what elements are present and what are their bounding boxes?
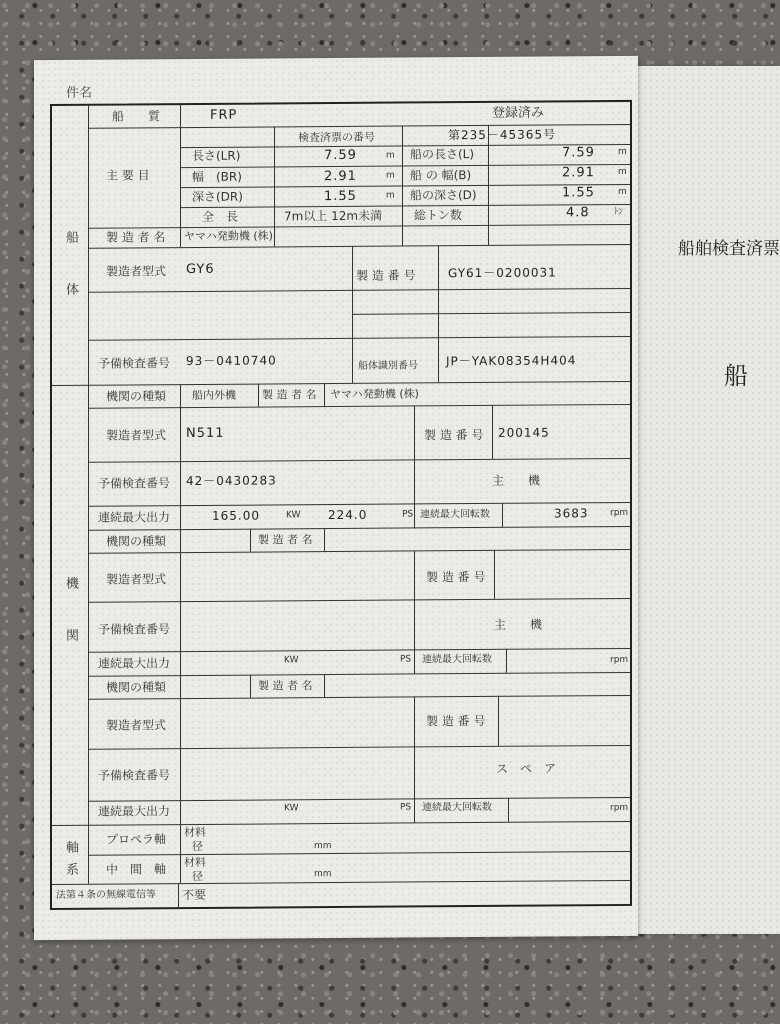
- tonnage-label: 総トン数: [414, 208, 463, 223]
- hull-maker-label: 製 造 者 名: [106, 230, 166, 245]
- hull-section-char: 船: [66, 230, 80, 246]
- shaft-section-char: 軸: [66, 840, 80, 856]
- title-label: 件名: [66, 85, 93, 101]
- unit-m: m: [386, 150, 395, 161]
- engine1-maker-label: 製 造 者 名: [262, 388, 317, 402]
- breadth-label: 幅 (BR): [192, 169, 242, 185]
- unit-m: m: [618, 166, 627, 178]
- cert-number-label: 検査済票の番号: [298, 130, 375, 145]
- radio-label: 法第４条の無線電信等: [56, 889, 156, 901]
- engine1-kw-unit: KW: [286, 510, 301, 521]
- breadth-value: 2.91: [324, 168, 357, 185]
- ship-breadth-value: 2.91: [562, 165, 595, 181]
- engine2-serial-label: 製 造 番 号: [426, 569, 486, 585]
- engine1-serial-label: 製 造 番 号: [424, 427, 484, 443]
- material-value: FRP: [210, 107, 238, 123]
- engine1-ps-value: 224.0: [328, 507, 368, 523]
- engine2-maker-label: 製 造 者 名: [258, 533, 313, 547]
- engine1-type-value: 船内外機: [192, 388, 236, 403]
- intermediate-material-label: 材料: [184, 855, 206, 870]
- divider: [52, 880, 630, 885]
- depth-label: 深さ(DR): [192, 189, 243, 205]
- engine3-rpm-label: 連続最大回転数: [422, 801, 492, 814]
- engine1-prelim-label: 予備検査番号: [98, 476, 171, 491]
- engine2-type-label: 機関の種類: [106, 534, 167, 549]
- unit-m: m: [618, 186, 627, 198]
- engine3-model-label: 製造者型式: [106, 718, 167, 733]
- radio-value: 不要: [182, 887, 207, 903]
- engine3-kw-unit: KW: [284, 803, 299, 814]
- engine1-prelim-value: 42－0430283: [186, 473, 277, 489]
- hull-section-char: 体: [66, 282, 80, 298]
- length-label: 長さ(LR): [192, 148, 241, 164]
- overall-length-label: 全 長: [202, 209, 239, 224]
- engine1-serial-value: 200145: [498, 425, 550, 440]
- engine3-role: ス ペ ア: [496, 761, 557, 776]
- engine1-role: 主 機: [492, 473, 541, 488]
- inspection-certificate-sheet: [34, 56, 638, 940]
- engine-section-char: 機: [66, 576, 80, 592]
- unit-m: m: [386, 190, 395, 201]
- engine2-kw-unit: KW: [284, 655, 299, 666]
- engine1-type-label: 機関の種類: [106, 389, 167, 404]
- hull-serial-label: 製 造 番 号: [356, 268, 416, 283]
- engine1-kw-value: 165.00: [212, 508, 260, 523]
- divider: [52, 821, 630, 826]
- engine-section-char: 関: [66, 628, 80, 644]
- hull-serial-value: GY61－0200031: [448, 265, 557, 281]
- engine1-model-label: 製造者型式: [106, 428, 167, 443]
- hull-id-label: 船体識別番号: [358, 360, 418, 372]
- engine2-role: 主 機: [494, 617, 543, 632]
- engine2-rpm-unit: rpm: [610, 654, 629, 666]
- next-page-heading: 船舶検査済票: [678, 239, 780, 259]
- hull-id-value: JP－YAK08354H404: [446, 353, 577, 369]
- material-label: 船 質: [112, 109, 161, 124]
- engine2-power-label: 連続最大出力: [98, 656, 171, 671]
- ship-depth-value: 1.55: [562, 185, 595, 201]
- intermediate-diameter-label: 径: [192, 869, 203, 884]
- propeller-material-label: 材料: [184, 825, 206, 840]
- engine1-rpm-unit: rpm: [610, 507, 629, 519]
- engine3-prelim-label: 予備検査番号: [98, 768, 171, 783]
- hull-prelim-label: 予備検査番号: [98, 356, 171, 371]
- engine3-type-label: 機関の種類: [106, 680, 167, 695]
- main-dimensions-label: 主 要 目: [106, 168, 150, 183]
- propeller-mm-unit: mm: [314, 841, 332, 852]
- ship-breadth-label: 船 の 幅(B): [410, 168, 472, 183]
- depth-value: 1.55: [324, 188, 357, 205]
- engine2-rpm-label: 連続最大回転数: [422, 653, 492, 666]
- engine1-rpm-label: 連続最大回転数: [420, 508, 490, 521]
- registration-status: 登録済み: [492, 105, 545, 121]
- certificate-form: [50, 100, 632, 910]
- intermediate-mm-unit: mm: [314, 869, 332, 880]
- engine1-model-value: N511: [186, 425, 225, 442]
- shaft-section-char: 系: [66, 862, 80, 878]
- hull-maker-value: ヤマハ発動機 (株): [184, 229, 273, 244]
- engine3-power-label: 連続最大出力: [98, 804, 171, 819]
- propeller-shaft-label: プロペラ軸: [106, 832, 167, 847]
- engine1-rpm-value: 3683: [554, 506, 589, 521]
- ship-depth-label: 船の深さ(D): [410, 188, 477, 203]
- next-page-char: 船: [724, 362, 748, 390]
- engine3-serial-label: 製 造 番 号: [426, 713, 486, 729]
- propeller-diameter-label: 径: [192, 839, 203, 854]
- engine2-prelim-label: 予備検査番号: [98, 622, 171, 637]
- overall-length-value: 7m以上 12m未満: [284, 208, 383, 224]
- hull-model-label: 製造者型式: [106, 264, 167, 279]
- intermediate-shaft-label: 中 間 軸: [106, 862, 167, 877]
- engine3-maker-label: 製 造 者 名: [258, 679, 313, 693]
- ship-length-label: 船の長さ(L): [410, 147, 475, 162]
- engine1-maker-value: ヤマハ発動機 (株): [330, 387, 419, 402]
- ship-length-value: 7.59: [562, 145, 595, 161]
- engine3-rpm-unit: rpm: [610, 802, 629, 814]
- cert-number-value: 第235－45365号: [448, 127, 557, 143]
- engine2-model-label: 製造者型式: [106, 572, 167, 587]
- unit-m: m: [386, 170, 395, 181]
- next-page: [630, 66, 780, 934]
- engine1-power-label: 連続最大出力: [98, 510, 171, 525]
- length-value: 7.59: [324, 147, 357, 164]
- hull-model-value: GY6: [186, 261, 215, 278]
- engine1-ps-unit: PS: [402, 509, 414, 520]
- hull-prelim-value: 93－0410740: [186, 353, 277, 369]
- divider: [88, 106, 89, 884]
- engine2-ps-unit: PS: [400, 654, 412, 665]
- unit-m: m: [618, 146, 627, 158]
- engine3-ps-unit: PS: [400, 802, 412, 813]
- tonnage-unit: ﾄﾝ: [614, 206, 624, 218]
- divider: [52, 381, 630, 386]
- tonnage-value: 4.8: [566, 205, 590, 221]
